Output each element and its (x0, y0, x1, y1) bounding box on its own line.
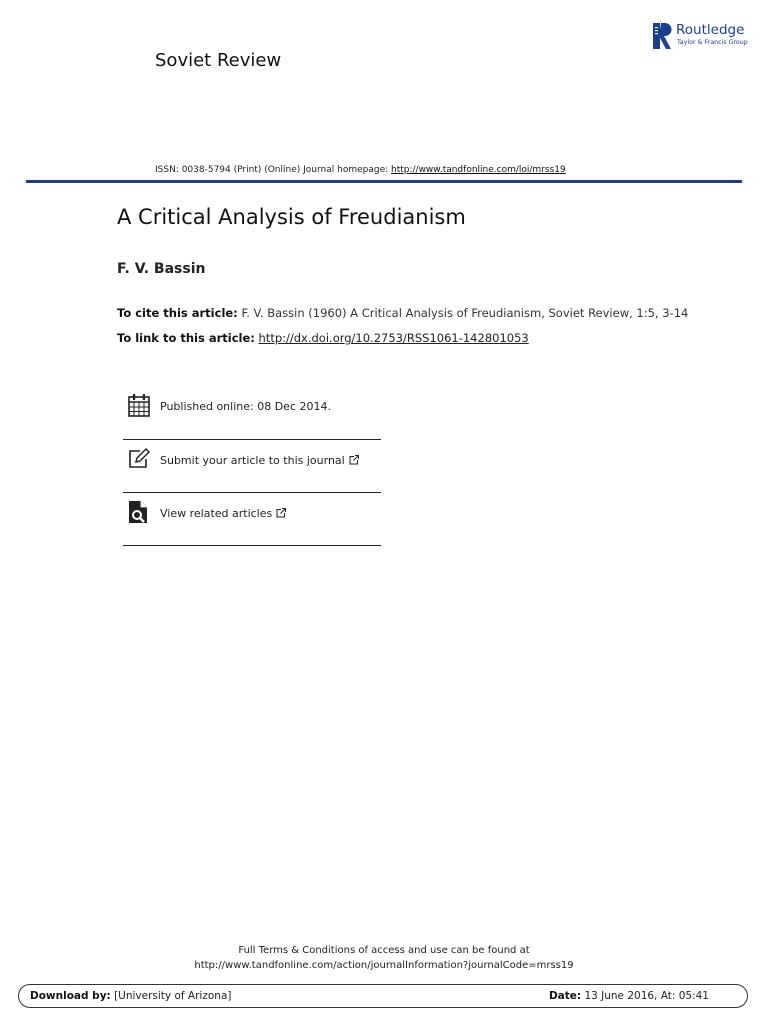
link-row (117, 331, 529, 345)
publisher-subtitle: Taylor & Francis Group (677, 39, 748, 46)
doi-link[interactable]: http://dx.doi.org/10.2753/RSS1061-142801053 (258, 331, 529, 345)
issn-text: ISSN: 0038-5794 (Print) (Online) Journal homepage: (155, 165, 391, 175)
submit-article-link[interactable] (123, 447, 381, 491)
view-related-label: View related articles (160, 507, 286, 520)
journal-homepage-link[interactable]: http://www.tandfonline.com/loi/mrss19 (391, 165, 566, 175)
article-author: F. V. Bassin (117, 261, 206, 277)
download-date: Date: 13 June 2016, At: 05:41 (548, 990, 709, 1002)
divider (123, 492, 381, 493)
link-label: To link to this article: (117, 331, 255, 345)
terms-line-2[interactable]: http://www.tandfonline.com/action/journalInformation?journalCode=mrss19 (194, 960, 574, 971)
citation-row (117, 306, 688, 320)
publisher-logo (653, 22, 753, 52)
edit-icon (128, 447, 150, 471)
published-online (123, 393, 381, 437)
publisher-brand: Routledge (676, 22, 745, 38)
external-link-icon (276, 508, 286, 518)
submit-article-label: Submit your article to this journal (160, 454, 359, 467)
external-link-icon (349, 455, 359, 465)
document-search-icon (128, 500, 150, 524)
routledge-logo-icon (653, 22, 673, 50)
issn-line (155, 165, 566, 175)
header-rule (26, 180, 742, 183)
article-title: A Critical Analysis of Freudianism (117, 205, 466, 229)
journal-name: Soviet Review (155, 50, 282, 71)
view-related-articles-link[interactable] (123, 500, 381, 544)
published-online-label: Published online: 08 Dec 2014. (160, 400, 331, 413)
download-by: Download by: [University of Arizona] (30, 990, 232, 1002)
divider (123, 545, 381, 546)
cite-label: To cite this article: (117, 306, 238, 320)
terms-line-1: Full Terms & Conditions of access and use can be found at (238, 945, 530, 956)
cite-text: F. V. Bassin (1960) A Critical Analysis of Freudianism, Soviet Review, 1:5, 3-14 (241, 306, 689, 320)
calendar-icon (128, 393, 150, 417)
divider (123, 439, 381, 440)
download-info-bar (18, 984, 748, 1008)
terms-notice (0, 943, 768, 973)
